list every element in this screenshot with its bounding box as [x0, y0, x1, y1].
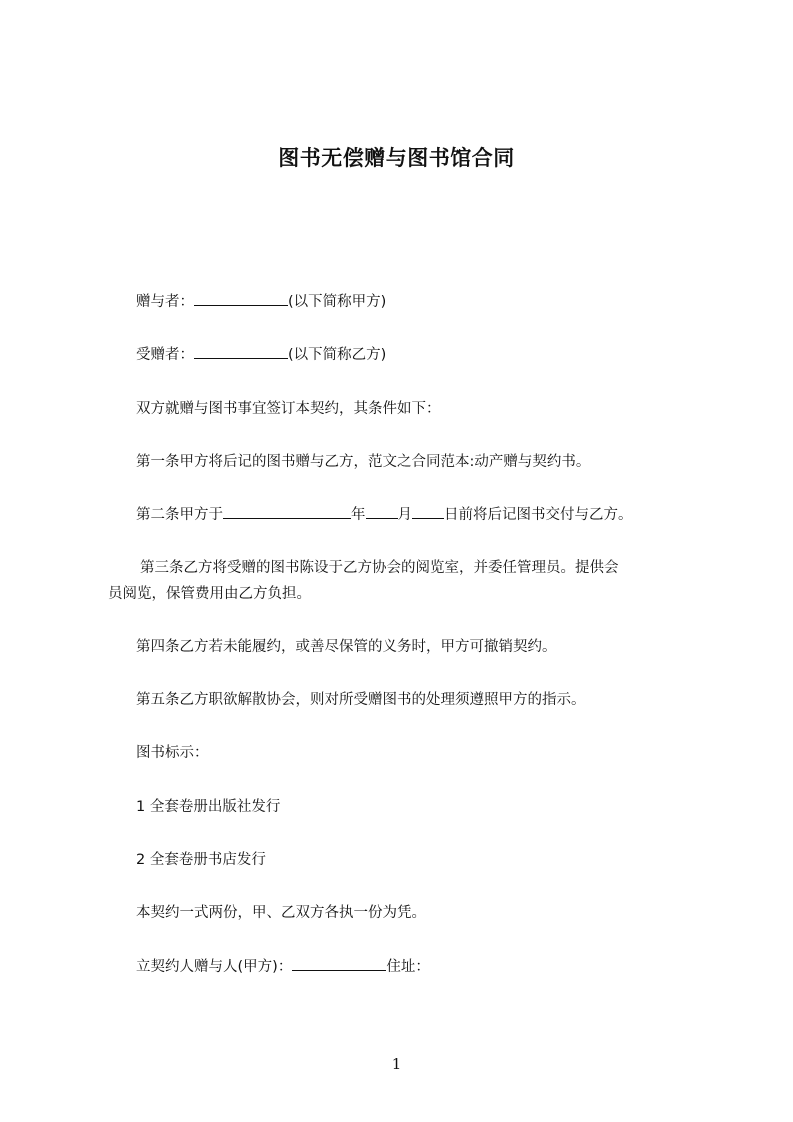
book-item-1: 1 全套卷册出版社发行	[136, 799, 281, 815]
date-blank-month	[366, 504, 398, 519]
recipient-label: 受赠者：	[136, 347, 194, 363]
address-label: 住址：	[386, 959, 430, 975]
year-label: 年	[351, 507, 366, 523]
document-title: 图书无偿赠与图书馆合同	[278, 146, 515, 170]
month-label: 月	[397, 507, 412, 523]
donor-blank	[194, 291, 288, 306]
date-blank-year	[223, 504, 351, 519]
article-2-suffix: 日前将后记图书交付与乙方。	[444, 507, 633, 523]
article-5: 第五条乙方职欲解散协会，则对所受赠图书的处理须遵照甲方的指示。	[136, 692, 586, 708]
books-label: 图书标示：	[136, 745, 209, 761]
book-item-2: 2 全套卷册书店发行	[136, 852, 266, 868]
recipient-suffix: (以下简称乙方)	[288, 347, 387, 363]
intro-paragraph: 双方就赠与图书事宜签订本契约，其条件如下：	[136, 401, 441, 417]
signature-label: 立契约人赠与人(甲方)：	[136, 959, 293, 975]
article-2-prefix: 第二条甲方于	[136, 507, 223, 523]
page-number: 1	[391, 1055, 402, 1073]
article-3: 第三条乙方将受赠的图书陈设于乙方协会的阅览室，并委任管理员。提供会员阅览，保管费用由乙方负担。	[108, 560, 619, 602]
date-blank-day	[412, 504, 444, 519]
copies-paragraph: 本契约一式两份，甲、乙双方各执一份为凭。	[136, 905, 426, 921]
donor-suffix: (以下简称甲方)	[288, 294, 387, 310]
donor-line	[136, 289, 386, 315]
article-4: 第四条乙方若未能履约，或善尽保管的义务时，甲方可撤销契约。	[136, 639, 557, 655]
article-1: 第一条甲方将后记的图书赠与乙方，范文之合同范本:动产赠与契约书。	[136, 454, 591, 470]
recipient-line	[136, 342, 386, 368]
article-2	[136, 502, 633, 528]
signature-line	[136, 954, 430, 980]
recipient-blank	[194, 344, 288, 359]
donor-label: 赠与者：	[136, 294, 194, 310]
signature-blank	[292, 956, 386, 971]
